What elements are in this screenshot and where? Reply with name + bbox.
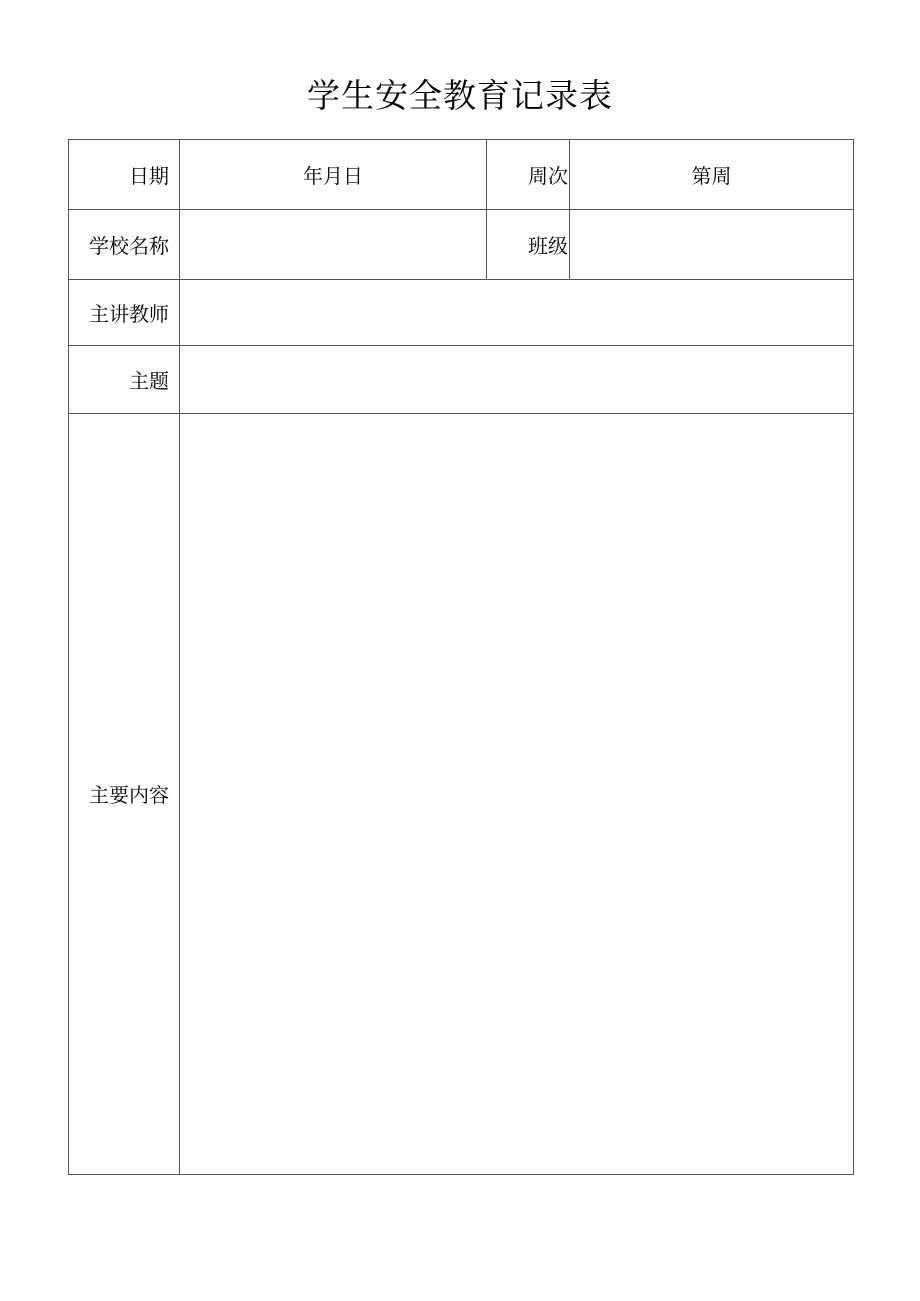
date-field[interactable]: 年月日 [180,140,487,210]
topic-label: 主题 [69,346,180,413]
teacher-field[interactable] [180,280,854,346]
form-row-date [69,140,854,210]
date-label: 日期 [69,140,180,210]
week-label: 周次 [487,140,570,210]
topic-field[interactable] [180,346,854,413]
teacher-label: 主讲教师 [69,280,180,346]
class-label: 班级 [487,210,570,280]
class-field[interactable] [570,210,854,280]
week-field[interactable]: 第周 [570,140,854,210]
form-row-teacher [69,280,854,346]
form-row-content [69,413,854,1175]
form-row-topic [69,346,854,413]
content-field[interactable] [180,413,854,1175]
school-name-label: 学校名称 [69,210,180,280]
school-name-field[interactable] [180,210,487,280]
content-label: 主要内容 [69,413,180,1175]
safety-education-record-form [68,139,854,1175]
page-title: 学生安全教育记录表 [307,76,613,115]
form-row-school [69,210,854,280]
